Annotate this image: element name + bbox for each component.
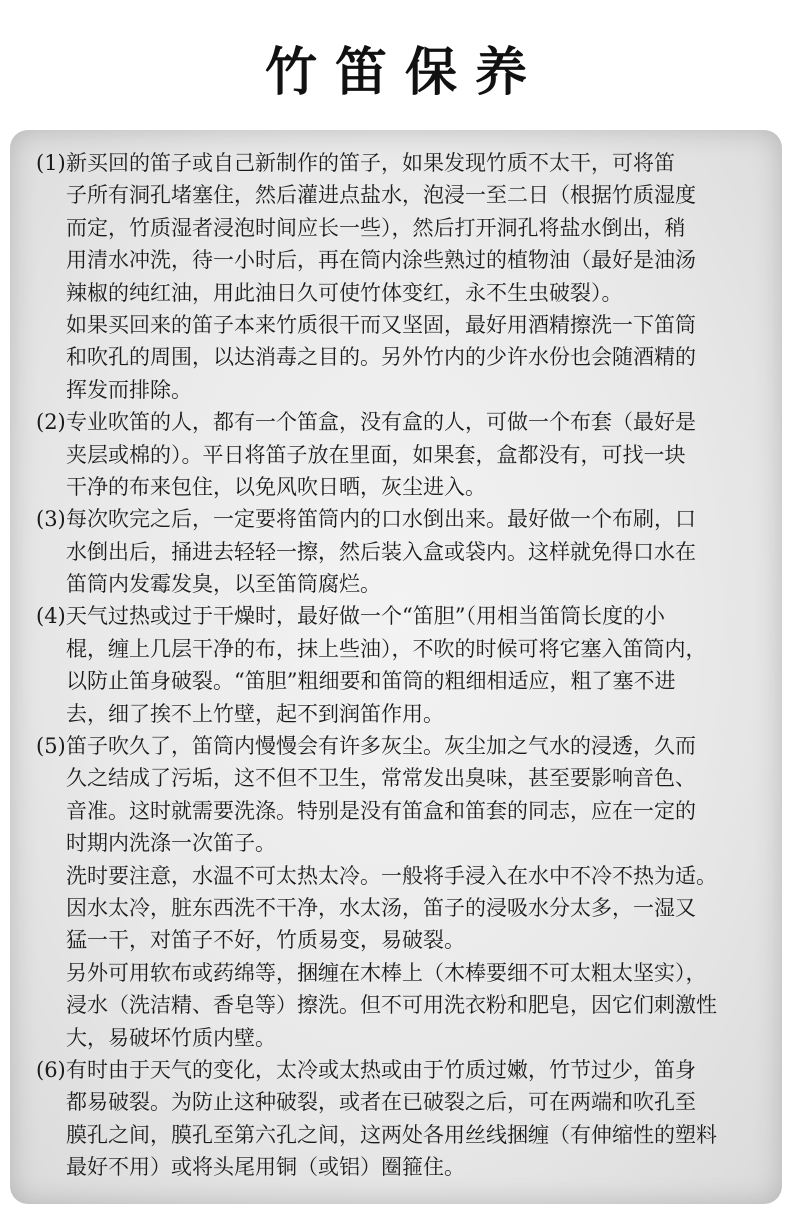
text-line [36, 892, 774, 924]
line-text: 用清水冲洗，待一小时后，再在筒内涂些熟过的植物油（最好是油汤 [66, 248, 696, 273]
text-line [36, 341, 774, 373]
text-line [36, 568, 774, 600]
section-4 [36, 600, 774, 730]
section-2 [36, 406, 774, 503]
line-text: 辣椒的纯红油，用此油日久可使竹体变红，永不生虫破裂）。 [66, 280, 623, 305]
line-text: 笛子吹久了，笛筒内慢慢会有许多灰尘。灰尘加之气水的浸透，久而 [66, 734, 696, 759]
line-text: 而定，竹质湿者浸泡时间应长一些），然后打开洞孔将盐水倒出，稍 [66, 215, 686, 240]
line-text: 膜孔之间，膜孔至第六孔之间，这两处各用丝线捆缠（有伸缩性的塑料 [66, 1122, 717, 1147]
line-text: 笛筒内发霉发臭，以至笛筒腐烂。 [66, 572, 381, 597]
text-line [36, 698, 774, 730]
text-line [36, 503, 774, 535]
text-line [36, 633, 774, 665]
line-text: 都易破裂。为防止这种破裂，或者在已破裂之后，可在两端和吹孔至 [66, 1090, 696, 1115]
page-title: 竹笛保养 [264, 43, 545, 103]
section-number: (1) [36, 151, 66, 175]
section-number: (4) [36, 604, 66, 629]
line-text: 浸水（洗洁精、香皂等）擦洗。但不可用洗衣粉和肥皂，因它们刺激性 [66, 993, 717, 1018]
section-6 [36, 1054, 774, 1184]
line-text: 最好不用）或将头尾用铜（或铝）圈箍住。 [66, 1155, 465, 1180]
text-line [36, 665, 774, 697]
text-line [36, 762, 774, 794]
line-text: 水倒出后，捅进去轻轻一擦，然后装入盒或袋内。这样就免得口水在 [66, 539, 696, 564]
section-number: (2) [36, 410, 66, 435]
section-5 [36, 730, 774, 1054]
line-text: 夹层或棉的）。平日将笛子放在里面，如果套，盒都没有，可找一块 [66, 442, 686, 467]
line-text: 音准。这时就需要洗涤。特别是没有笛盒和笛套的同志，应在一定的 [66, 798, 696, 823]
line-text: 每次吹完之后，一定要将笛筒内的口水倒出来。最好做一个布刷，口 [66, 507, 696, 532]
line-text: 新买回的笛子或自己新制作的笛子，如果发现竹质不太干，可将笛 [66, 151, 675, 175]
text-line [36, 147, 774, 179]
text-line [36, 957, 774, 989]
line-text: 洗时要注意，水温不可太热太冷。一般将手浸入在水中不冷不热为适。 [66, 863, 717, 888]
text-line [36, 244, 774, 276]
line-text: 另外可用软布或药绵等，捆缠在木棒上（木棒要细不可太粗太坚实）， [66, 960, 707, 985]
text-line [36, 536, 774, 568]
text-line [36, 1119, 774, 1151]
section-3 [36, 503, 774, 600]
text-line [36, 471, 774, 503]
text-line [36, 1151, 774, 1183]
line-text: 久之结成了污垢，这不但不卫生，常常发出臭味，甚至要影响音色、 [66, 766, 696, 791]
line-text: 挥发而排除。 [66, 377, 192, 402]
section-number: (6) [36, 1057, 66, 1082]
line-text: 因水太冷，脏东西洗不干净，水太汤，笛子的浸吸水分太多，一湿又 [66, 895, 696, 920]
line-text: 天气过热或过于干燥时，最好做一个“笛胆”（用相当笛筒长度的小 [66, 604, 665, 629]
line-text: 如果买回来的笛子本来竹质很干而又坚固，最好用酒精擦洗一下笛筒 [66, 312, 696, 337]
article-body [36, 147, 774, 1184]
text-line [36, 600, 774, 632]
text-line [36, 1086, 774, 1118]
text-line [36, 924, 774, 956]
text-line [36, 406, 774, 438]
text-line [36, 374, 774, 406]
line-text: 和吹孔的周围，以达消毒之目的。另外竹内的少许水份也会随酒精的 [66, 345, 696, 370]
text-line [36, 309, 774, 341]
text-line [36, 827, 774, 859]
section-number: (3) [36, 507, 66, 532]
line-text: 专业吹笛的人，都有一个笛盒，没有盒的人，可做一个布套（最好是 [66, 410, 696, 435]
text-line [36, 989, 774, 1021]
text-line [36, 1054, 774, 1086]
text-line [36, 795, 774, 827]
line-text: 大，易破坏竹质内壁。 [66, 1025, 276, 1050]
text-line [36, 179, 774, 211]
text-line [36, 1022, 774, 1054]
text-line [36, 860, 774, 892]
section-1 [36, 147, 774, 406]
text-line [36, 212, 774, 244]
line-text: 以防止笛身破裂。“笛胆”粗细要和笛筒的粗细相适应，粗了塞不进 [66, 669, 676, 694]
line-text: 子所有洞孔堵塞住，然后灌进点盐水，泡浸一至二日（根据竹质湿度 [66, 183, 696, 208]
text-line [36, 439, 774, 471]
text-line [36, 277, 774, 309]
line-text: 干净的布来包住，以免风吹日晒，灰尘进入。 [66, 474, 486, 499]
section-number: (5) [36, 734, 66, 759]
line-text: 棍，缠上几层干净的布，抹上些油），不吹的时候可将它塞入笛筒内， [66, 636, 707, 661]
text-line [36, 730, 774, 762]
line-text: 去，细了挨不上竹壁，起不到润笛作用。 [66, 701, 444, 726]
line-text: 猛一干，对笛子不好，竹质易变，易破裂。 [66, 928, 465, 953]
line-text: 时期内洗涤一次笛子。 [66, 831, 276, 856]
line-text: 有时由于天气的变化，太冷或太热或由于竹质过嫩，竹节过少，笛身 [66, 1057, 696, 1082]
